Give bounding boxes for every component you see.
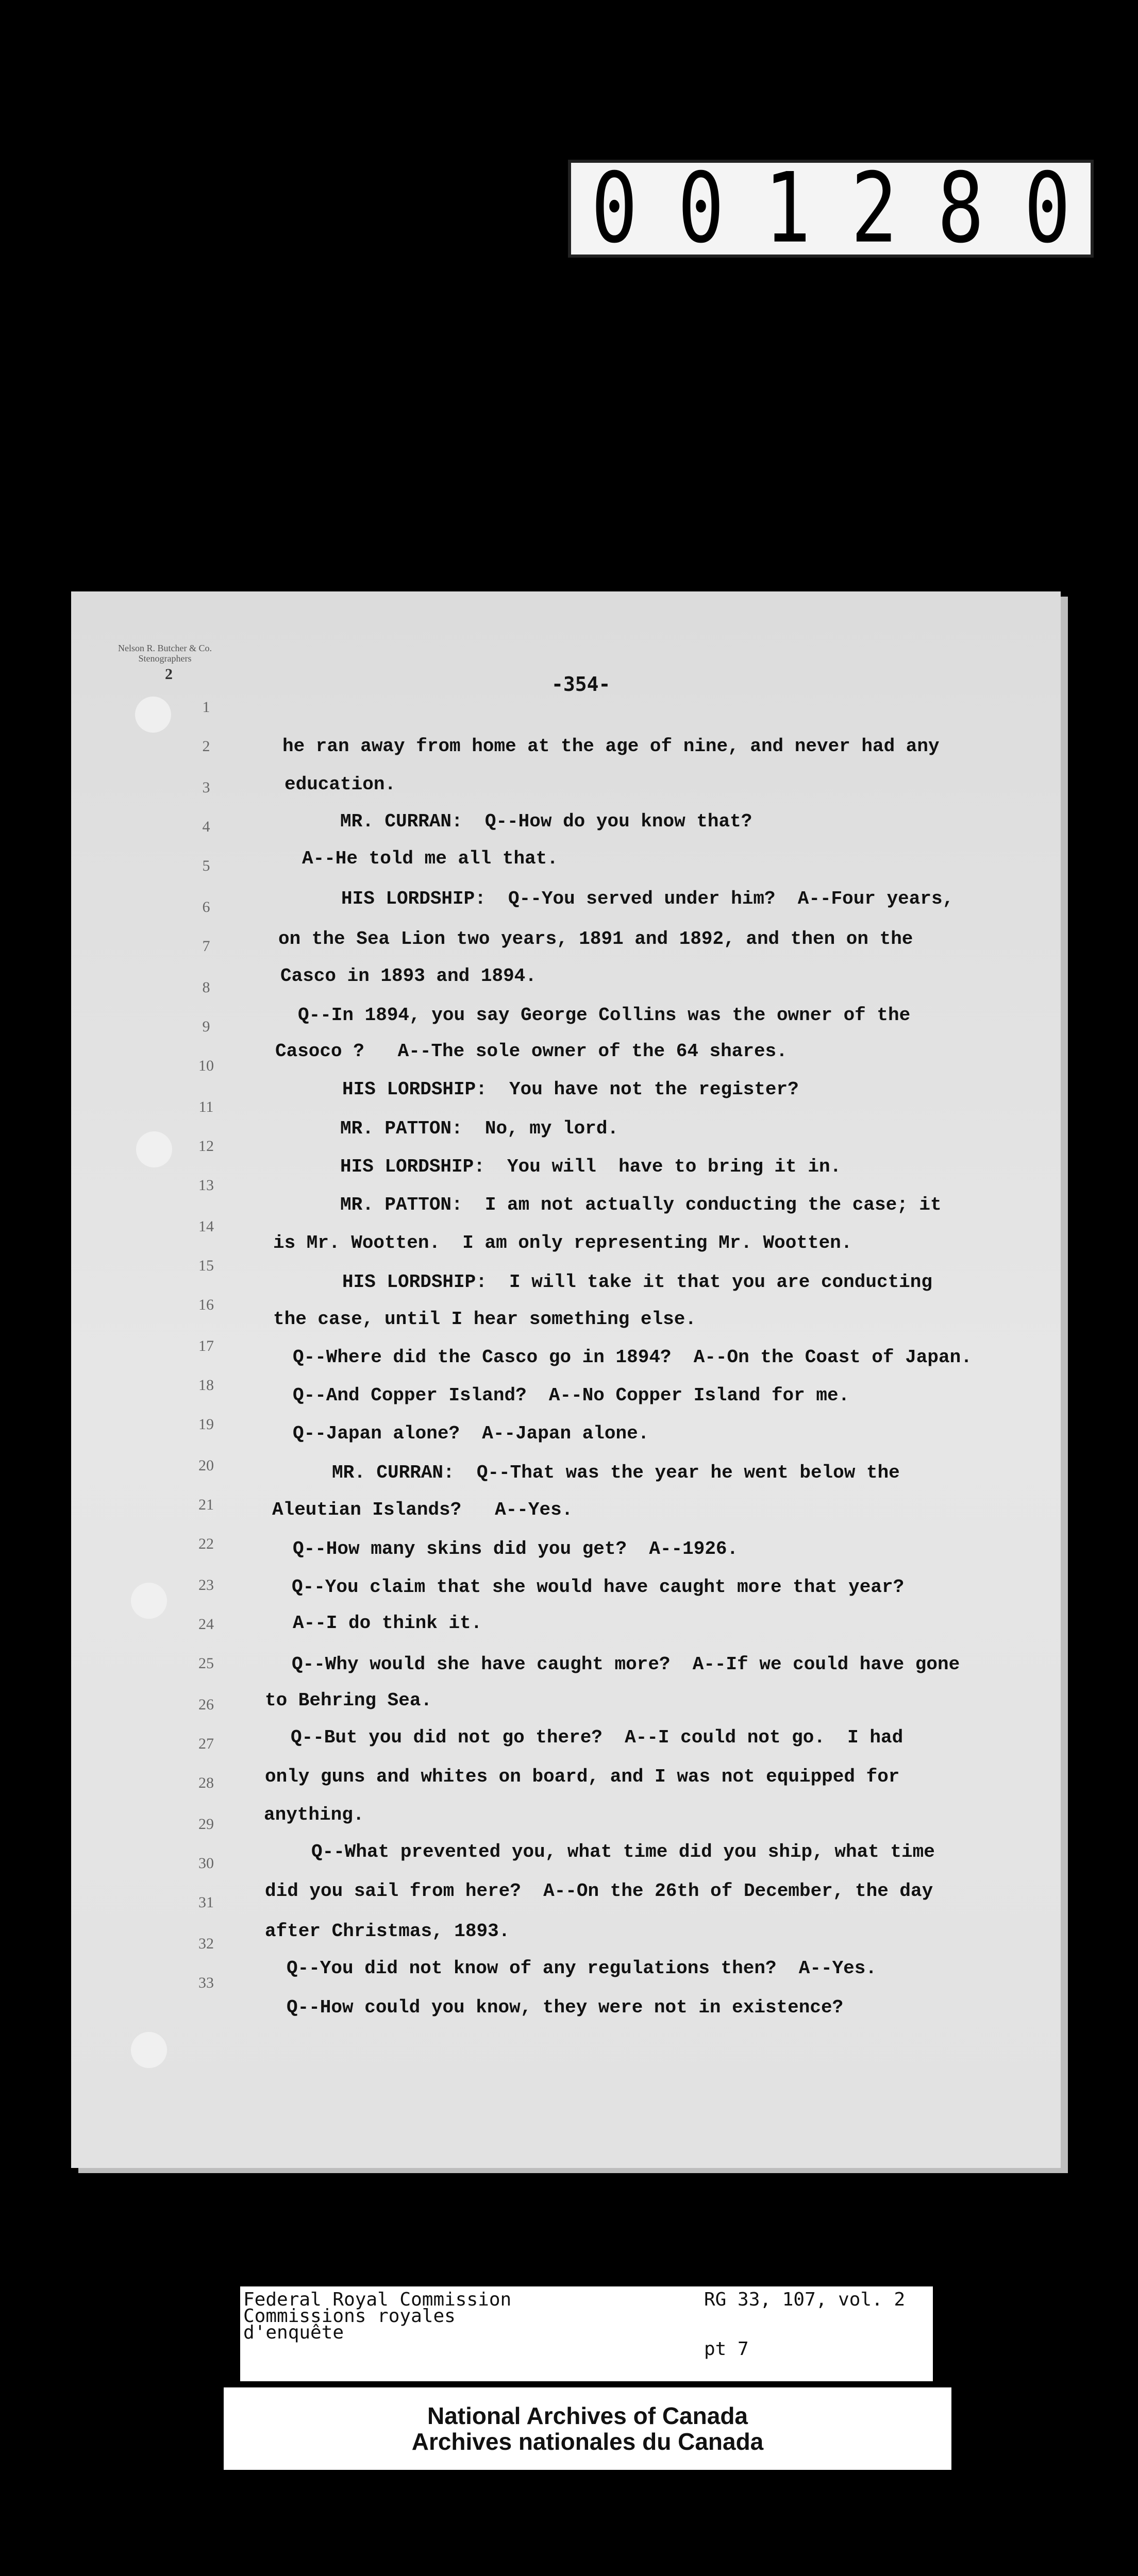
line-number: 2 (202, 738, 210, 755)
frame-digit: 8 (937, 152, 984, 265)
transcript-line: Q--Why would she have caught more? A--If we could have gone (292, 1654, 960, 1675)
line-number: 10 (198, 1057, 214, 1074)
tag-commission-en: Federal Royal Commission (243, 2289, 512, 2310)
line-number: 4 (202, 818, 210, 835)
transcript-line: Q--How many skins did you get? A--1926. (293, 1538, 739, 1560)
tag-reference: RG 33, 107, vol. 2 (704, 2289, 906, 2310)
frame-digit: 2 (850, 152, 898, 265)
line-number: 1 (202, 699, 210, 716)
transcript-line: he ran away from home at the age of nine, and never had any (282, 736, 940, 757)
transcript-line: only guns and whites on board, and I was not equipped for (265, 1766, 900, 1787)
line-number: 23 (198, 1577, 214, 1594)
archive-reference-tag (240, 2286, 933, 2381)
line-number: 26 (198, 1696, 214, 1713)
transcript-line: HIS LORDSHIP: You will have to bring it in. (340, 1156, 842, 1177)
line-number: 33 (198, 1974, 214, 1991)
line-number: 3 (202, 779, 210, 796)
letterhead-subtitle: Stenographers (138, 653, 192, 664)
transcript-line: Q--And Copper Island? A--No Copper Island for me. (293, 1385, 850, 1406)
transcript-line: Q--Where did the Casco go in 1894? A--On the Coast of Japan. (293, 1347, 972, 1368)
transcript-line: Aleutian Islands? A--Yes. (272, 1499, 573, 1520)
line-number: 28 (198, 1774, 214, 1791)
line-number: 27 (198, 1735, 214, 1752)
transcript-line: HIS LORDSHIP: I will take it that you are conducting (342, 1272, 932, 1293)
line-number: 9 (202, 1018, 210, 1035)
transcript-line: Q--In 1894, you say George Collins was the owner of the (298, 1005, 911, 1026)
line-number: 31 (198, 1894, 214, 1911)
transcript-line: after Christmas, 1893. (265, 1921, 510, 1942)
line-number: 12 (198, 1138, 214, 1155)
transcript-line: HIS LORDSHIP: You have not the register? (342, 1079, 799, 1100)
transcript-line: HIS LORDSHIP: Q--You served under him? A--Four years, (341, 888, 954, 909)
transcript-line: MR. PATTON: I am not actually conducting the case; it (340, 1194, 942, 1215)
frame-digit: 0 (1024, 152, 1071, 265)
line-number: 29 (198, 1816, 214, 1833)
line-number: 15 (198, 1257, 214, 1274)
archive-name-en: National Archives of Canada (427, 2402, 748, 2429)
line-number: 14 (198, 1218, 214, 1235)
archive-name-fr: Archives nationales du Canada (411, 2428, 764, 2455)
punch-hole (135, 697, 171, 733)
line-number: 6 (202, 899, 210, 916)
frame-number-counter (568, 152, 1094, 265)
line-number: 11 (198, 1098, 214, 1115)
transcript-line: A--I do think it. (293, 1613, 482, 1634)
transcript-line: Casoco ? A--The sole owner of the 64 shares. (275, 1041, 788, 1062)
page-mark: 2 (165, 666, 173, 683)
line-number: 20 (198, 1457, 214, 1474)
tag-commission-fr: Commissions royales (243, 2306, 456, 2327)
line-number: 7 (202, 938, 210, 955)
line-number: 25 (198, 1655, 214, 1672)
transcript-line: education. (284, 774, 396, 795)
letterhead-company: Nelson R. Butcher & Co. (118, 643, 212, 653)
frame-digit: 0 (677, 152, 725, 265)
transcript-line: Q--Japan alone? A--Japan alone. (293, 1423, 649, 1444)
punch-hole (131, 2032, 167, 2068)
line-number: 21 (198, 1496, 214, 1513)
frame-digit: 0 (591, 152, 638, 265)
tag-commission-fr-2: d'enquête (243, 2322, 344, 2343)
line-number: 24 (198, 1616, 214, 1633)
line-number: 13 (198, 1177, 214, 1194)
punch-hole (131, 1583, 167, 1619)
line-number: 8 (202, 979, 210, 996)
archive-label (224, 2387, 951, 2470)
line-number: 30 (198, 1855, 214, 1872)
line-number: 19 (198, 1416, 214, 1433)
transcript-line: MR. CURRAN: Q--How do you know that? (340, 811, 752, 832)
punch-hole (136, 1131, 172, 1167)
line-number: 18 (198, 1377, 214, 1394)
transcript-line: Q--But you did not go there? A--I could not go. I had (291, 1727, 903, 1748)
transcript-line: Q--You did not know of any regulations then? A--Yes. (287, 1958, 877, 1979)
transcript-line: anything. (264, 1804, 364, 1825)
transcript-line: Q--How could you know, they were not in existence? (287, 1997, 844, 2018)
transcript-line: Q--What prevented you, what time did you ship, what time (311, 1841, 935, 1862)
transcript-line: MR. CURRAN: Q--That was the year he went below the (332, 1462, 900, 1483)
transcript-line: Casco in 1893 and 1894. (280, 965, 537, 987)
line-number: 22 (198, 1535, 214, 1552)
line-number: 17 (198, 1337, 214, 1354)
transcript-line: on the Sea Lion two years, 1891 and 1892, and then on the (278, 928, 913, 950)
tag-part: pt 7 (704, 2338, 749, 2360)
transcript-line: MR. PATTON: No, my lord. (340, 1118, 619, 1139)
page-number: -354- (551, 673, 611, 696)
transcript-line: Q--You claim that she would have caught more that year? (292, 1577, 905, 1598)
transcript-line: A--He told me all that. (302, 848, 558, 869)
frame-digit: 1 (764, 152, 811, 265)
transcript-line: to Behring Sea. (265, 1690, 432, 1711)
transcript-line: did you sail from here? A--On the 26th of December, the day (265, 1880, 933, 1902)
transcript-line: is Mr. Wootten. I am only representing Mr. Wootten. (273, 1232, 852, 1253)
line-number: 16 (198, 1296, 214, 1313)
line-number: 5 (202, 857, 210, 874)
line-number: 32 (198, 1935, 214, 1952)
letterhead (72, 643, 258, 664)
transcript-line: the case, until I hear something else. (273, 1309, 696, 1330)
